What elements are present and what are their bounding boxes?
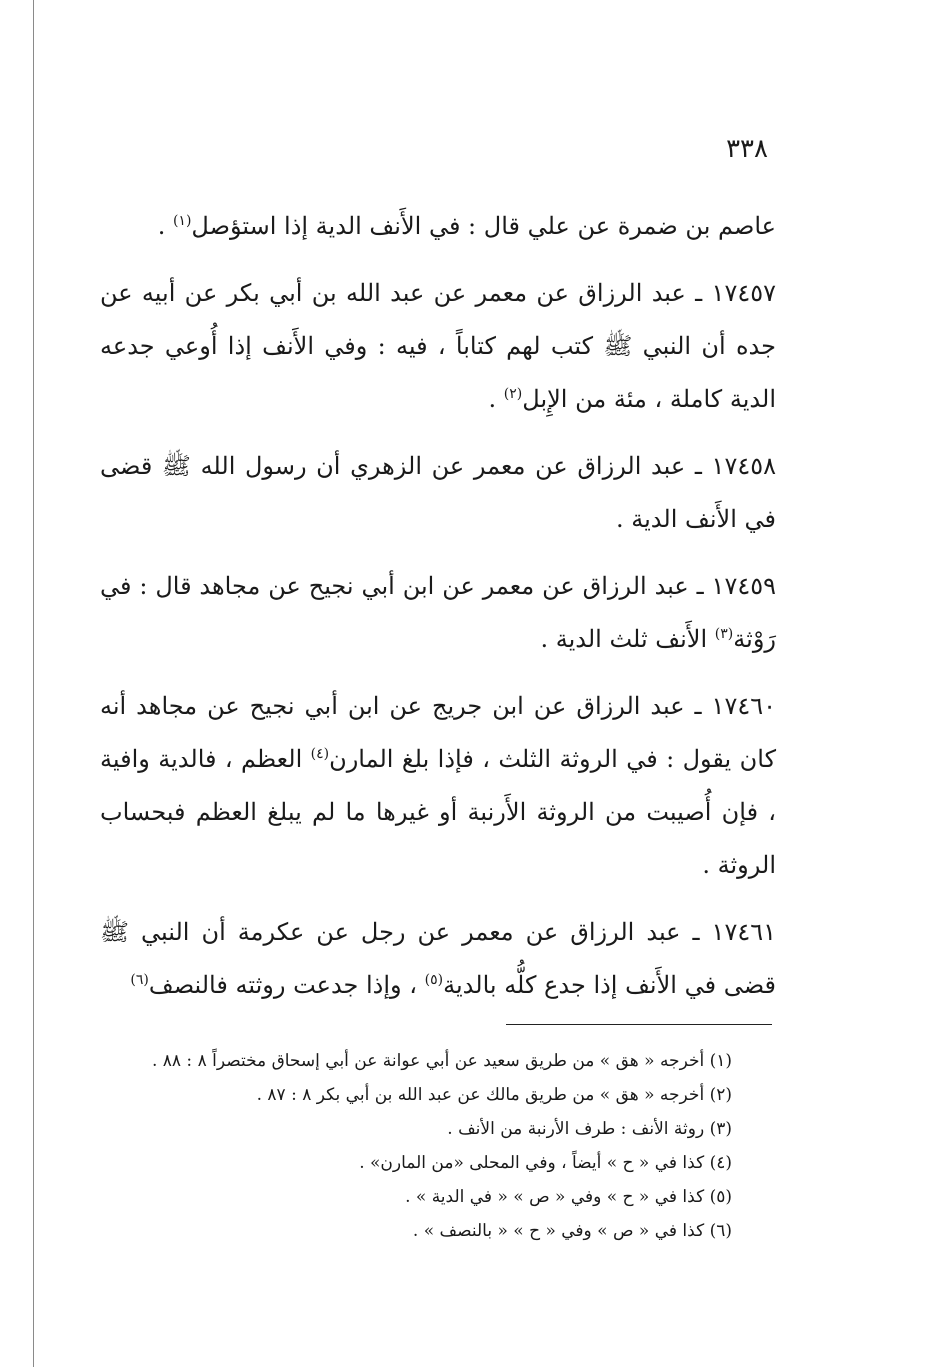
- hadith-paragraph-17457: [100, 267, 776, 426]
- paragraph-text: ١٧٤٦٠ ـ عبد الرزاق عن ابن جريج عن ابن أبي نجيح عن مجاهد أنه كان يقول : في الروثة الثلث ، فإذا بلغ المارن: [100, 692, 776, 773]
- footnote-1: (١) أخرجه « هق » من طريق سعيد عن أبي عوانة عن أبي إسحاق مختصراً ٨ : ٨٨ .: [151, 1051, 732, 1071]
- hadith-paragraph-17461: [100, 906, 776, 1012]
- hadith-paragraph-17460: [100, 680, 776, 892]
- footnote-6: (٦) كذا في « ص » وفي « ح » « بالنصف » .: [412, 1221, 732, 1241]
- paragraph-text: ١٧٤٥٨ ـ عبد الرزاق عن معمر عن الزهري أن رسول الله ﷺ قضى في الأَنف الدية .: [100, 452, 776, 533]
- footnote-marker: (٥): [424, 972, 444, 988]
- footnote-marker: (١): [172, 213, 192, 229]
- paragraph-text: عاصم بن ضمرة عن علي قال : في الأَنف الدية إذا استؤصل: [191, 212, 776, 240]
- page-binding-line: [33, 0, 34, 1367]
- paragraph-tail: .: [157, 212, 173, 240]
- paragraph-tail: .: [488, 385, 504, 413]
- paragraph-tail: ، وإذا جدعت روثته فالنصف: [148, 971, 425, 999]
- page-number: ٣٣٨: [726, 134, 768, 164]
- footnote-3: (٣) روثة الأنف : طرف الأرنبة من الأنف .: [447, 1119, 732, 1139]
- footnote-marker: (٤): [310, 746, 330, 762]
- footnotes: [100, 1044, 732, 1248]
- footnote-2: (٢) أخرجه « هق » من طريق مالك عن عبد الله بن أبي بكر ٨ : ٨٧ .: [256, 1085, 732, 1105]
- hadith-paragraph-continuation: [100, 200, 776, 253]
- paragraph-text: ١٧٤٥٩ ـ عبد الرزاق عن معمر عن ابن أبي نجيح عن مجاهد قال : في رَوْثة: [100, 572, 776, 653]
- hadith-paragraph-17459: [100, 560, 776, 666]
- hadith-paragraph-17458: [100, 440, 776, 546]
- footnote-marker: (٣): [714, 626, 734, 642]
- paragraph-tail: الأَنف ثلث الدية .: [540, 625, 715, 653]
- paragraph-tail: العظم ، فالدية وافية ، فإن أُصيبت من الروثة الأَرنبة أو غيرها ما لم يبلغ العظم فبحساب الروثة .: [100, 745, 776, 879]
- paragraph-text: ١٧٤٦١ ـ عبد الرزاق عن معمر عن رجل عن عكرمة أن النبي ﷺ قضى في الأَنف إذا جدع كلُّه بالدية: [100, 918, 776, 999]
- paragraph-text: ١٧٤٥٧ ـ عبد الرزاق عن معمر عن عبد الله بن أبي بكر عن أبيه عن جده أن النبي ﷺ كتب لهم كتاباً ، فيه : وفي الأَنف إذا أُوعي جدعه الدية كاملة ، مئة من الإِبل: [100, 279, 776, 413]
- footnote-5: (٥) كذا في « ح » وفي « ص » « في الدية » .: [405, 1187, 732, 1207]
- footnote-marker: (٢): [503, 386, 523, 402]
- footnote-separator: [506, 1024, 772, 1025]
- main-text: [100, 200, 776, 1026]
- footnote-4: (٤) كذا في « ح » أيضاً ، وفي المحلى «من المارن» .: [359, 1153, 732, 1173]
- footnote-marker: (٦): [130, 972, 149, 988]
